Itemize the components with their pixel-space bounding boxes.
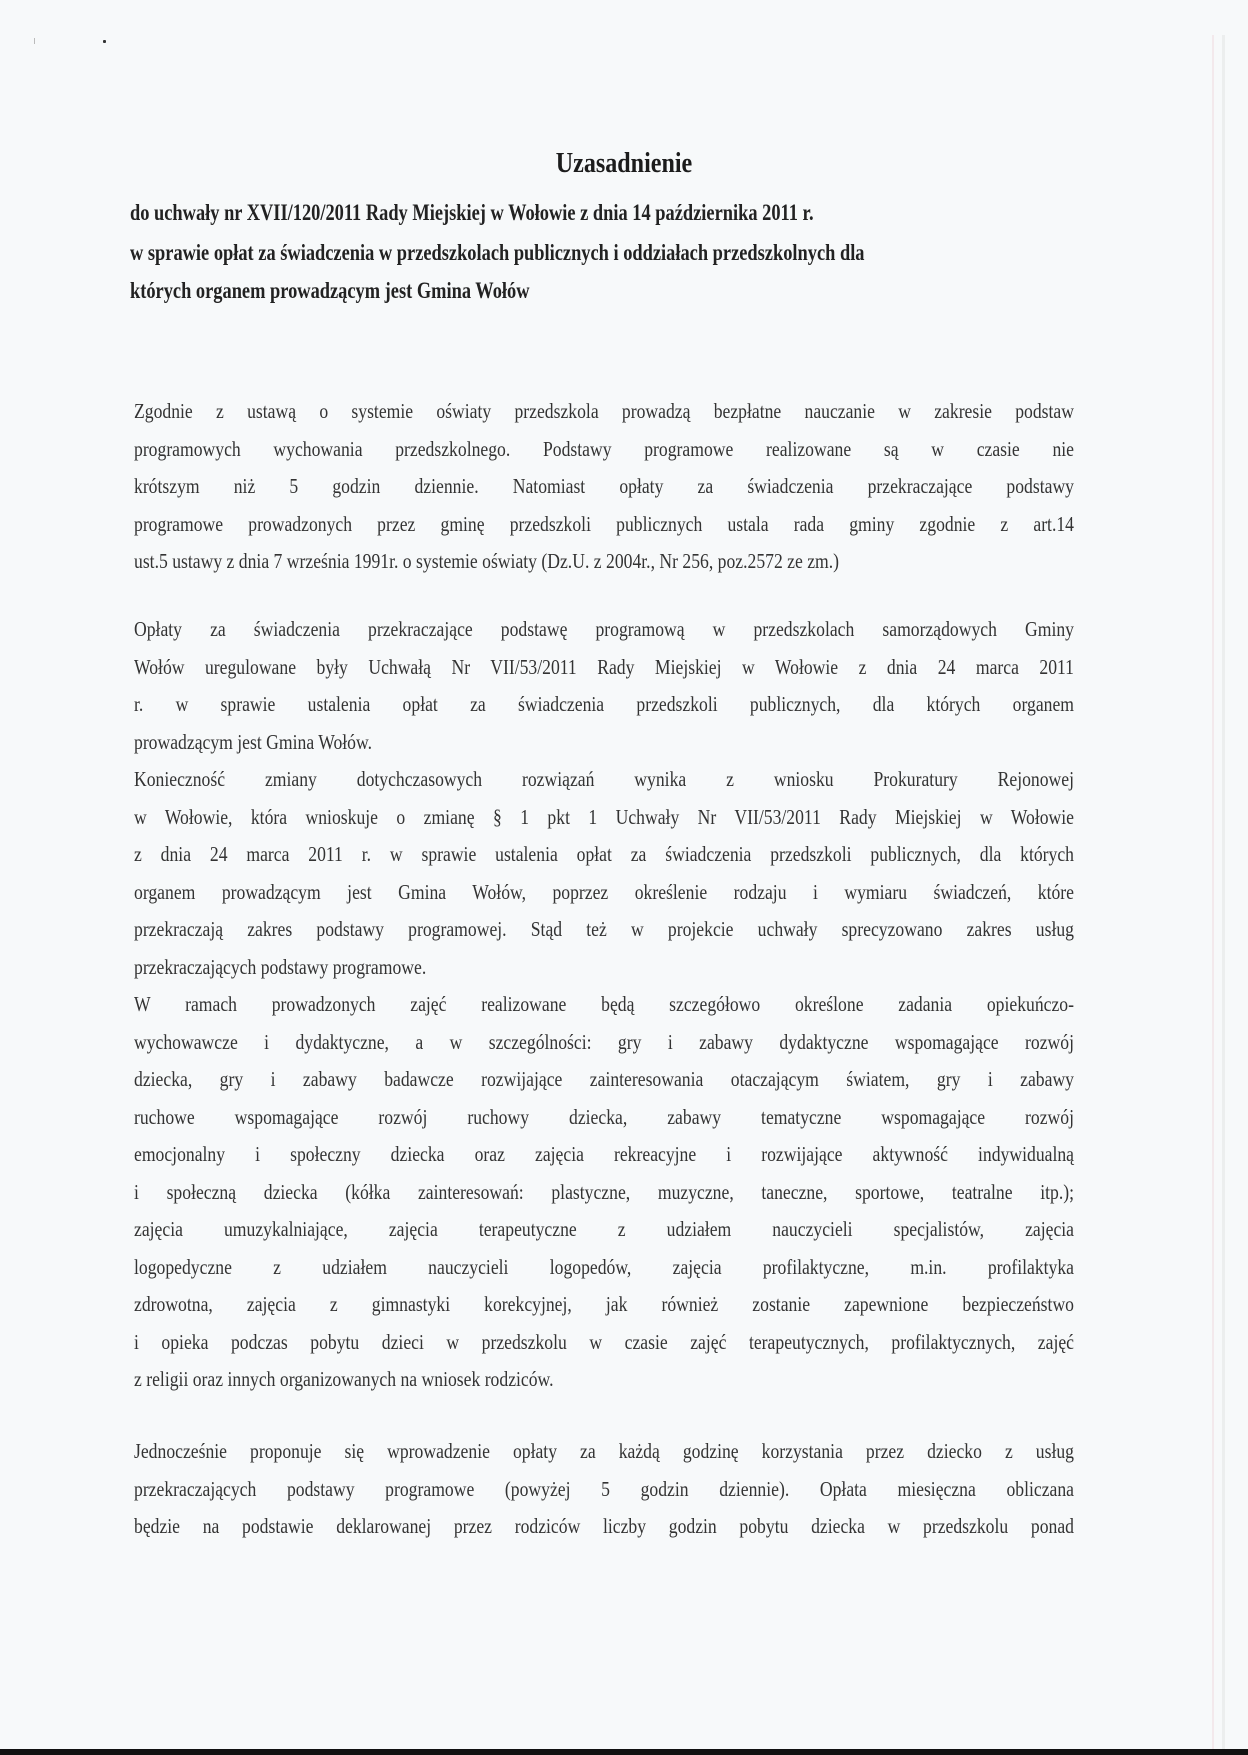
- scan-edge: [1212, 35, 1214, 1749]
- body-text-line: Zgodnie z ustawą o systemie oświaty przedszkola prowadzą bezpłatne nauczanie w zakresie podstaw: [134, 399, 1075, 423]
- body-text-line: ust.5 ustawy z dnia 7 września 1991r. o systemie oświaty (Dz.U. z 2004r., Nr 256, poz.2572 ze zm.): [134, 549, 840, 573]
- scan-edge: [1222, 35, 1225, 1749]
- body-text-line: z dnia 24 marca 2011 r. w sprawie ustalenia opłat za świadczenia przedszkoli publicznych, dla których: [134, 842, 1075, 866]
- body-text-line: ruchowe wspomagające rozwój ruchowy dziecka, zabawy tematyczne wspomagające rozwój: [134, 1104, 1075, 1129]
- body-text-line: prowadzącym jest Gmina Wołów.: [134, 729, 373, 754]
- body-text-line: Konieczność zmiany dotychczasowych rozwiązań wynika z wniosku Prokuratury Rejonowej: [134, 767, 1075, 791]
- body-text-line: r. w sprawie ustalenia opłat za świadczenia przedszkoli publicznych, dla których organem: [134, 692, 1075, 716]
- body-text-line: przekraczających podstawy programowe.: [134, 954, 427, 979]
- subtitle-line: których organem prowadzącym jest Gmina Wołów: [130, 278, 530, 303]
- body-text-line: programowych wychowania przedszkolnego. Podstawy programowe realizowane są w czasie nie: [134, 436, 1075, 461]
- body-text-line: Wołów uregulowane były Uchwałą Nr VII/53/2011 Rady Miejskiej w Wołowie z dnia 24 marca 2011: [134, 654, 1075, 679]
- scan-bottom-border: [0, 1749, 1248, 1755]
- body-text-line: Opłaty za świadczenia przekraczające podstawę programową w przedszkolach samorządowych Gminy: [134, 617, 1075, 641]
- body-text-line: w Wołowie, która wnioskuje o zmianę § 1 pkt 1 Uchwały Nr VII/53/2011 Rady Miejskiej w Wołowie: [134, 804, 1075, 829]
- body-text-line: programowe prowadzonych przez gminę przedszkoli publicznych ustala rada gminy zgodnie z art.14: [134, 511, 1075, 536]
- scan-dot: [103, 40, 106, 43]
- body-text-line: Jednocześnie proponuje się wprowadzenie opłaty za każdą godzinę korzystania przez dziecko z usług: [134, 1439, 1075, 1463]
- scan-mark: [34, 38, 35, 44]
- subtitle-line: w sprawie opłat za świadczenia w przedszkolach publicznych i oddziałach przedszkolnych dla: [130, 240, 865, 265]
- body-text-line: z religii oraz innych organizowanych na wniosek rodziców.: [134, 1367, 554, 1391]
- body-text-line: przekraczających podstawy programowe (powyżej 5 godzin dziennie). Opłata miesięczna obliczana: [134, 1476, 1075, 1501]
- document-title: Uzasadnienie: [555, 148, 693, 179]
- body-text-line: dziecka, gry i zabawy badawcze rozwijające zainteresowania otaczającym światem, gry i zabawy: [134, 1067, 1075, 1091]
- body-text-line: logopedyczne z udziałem nauczycieli logopedów, zajęcia profilaktyczne, m.in. profilaktyka: [134, 1254, 1075, 1279]
- body-text-line: wychowawcze i dydaktyczne, a w szczególności: gry i zabawy dydaktyczne wspomagające rozwój: [134, 1029, 1075, 1054]
- body-text-line: przekraczają zakres podstawy programowej. Stąd też w projekcie uchwały sprecyzowano zakres usług: [134, 917, 1075, 941]
- body-text-line: emocjonalny i społeczny dziecka oraz zajęcia rekreacyjne i rozwijające aktywność indywidualną: [134, 1142, 1075, 1166]
- body-text-line: będzie na podstawie deklarowanej przez rodziców liczby godzin pobytu dziecka w przedszkolu ponad: [134, 1514, 1075, 1538]
- body-text-line: W ramach prowadzonych zajęć realizowane będą szczegółowo określone zadania opiekuńczo-: [134, 992, 1075, 1016]
- body-text-line: i społeczną dziecka (kółka zainteresowań: plastyczne, muzyczne, taneczne, sportowe, teatralne itp.);: [134, 1179, 1075, 1204]
- subtitle-line: do uchwały nr XVII/120/2011 Rady Miejskiej w Wołowie z dnia 14 października 2011 r.: [130, 200, 814, 225]
- body-text-line: zdrowotna, zajęcia z gimnastyki korekcyjnej, jak również zostanie zapewnione bezpieczeństwo: [134, 1292, 1075, 1316]
- body-text-line: i opieka podczas pobytu dzieci w przedszkolu w czasie zajęć terapeutycznych, profilaktycznych, zajęć: [134, 1329, 1074, 1354]
- body-text-line: krótszym niż 5 godzin dziennie. Natomiast opłaty za świadczenia przekraczające podstawy: [134, 474, 1075, 498]
- body-text-line: organem prowadzącym jest Gmina Wołów, poprzez określenie rodzaju i wymiaru świadczeń, które: [134, 879, 1075, 904]
- body-text-line: zajęcia umuzykalniające, zajęcia terapeutyczne z udziałem nauczycieli specjalistów, zajęcia: [134, 1217, 1075, 1241]
